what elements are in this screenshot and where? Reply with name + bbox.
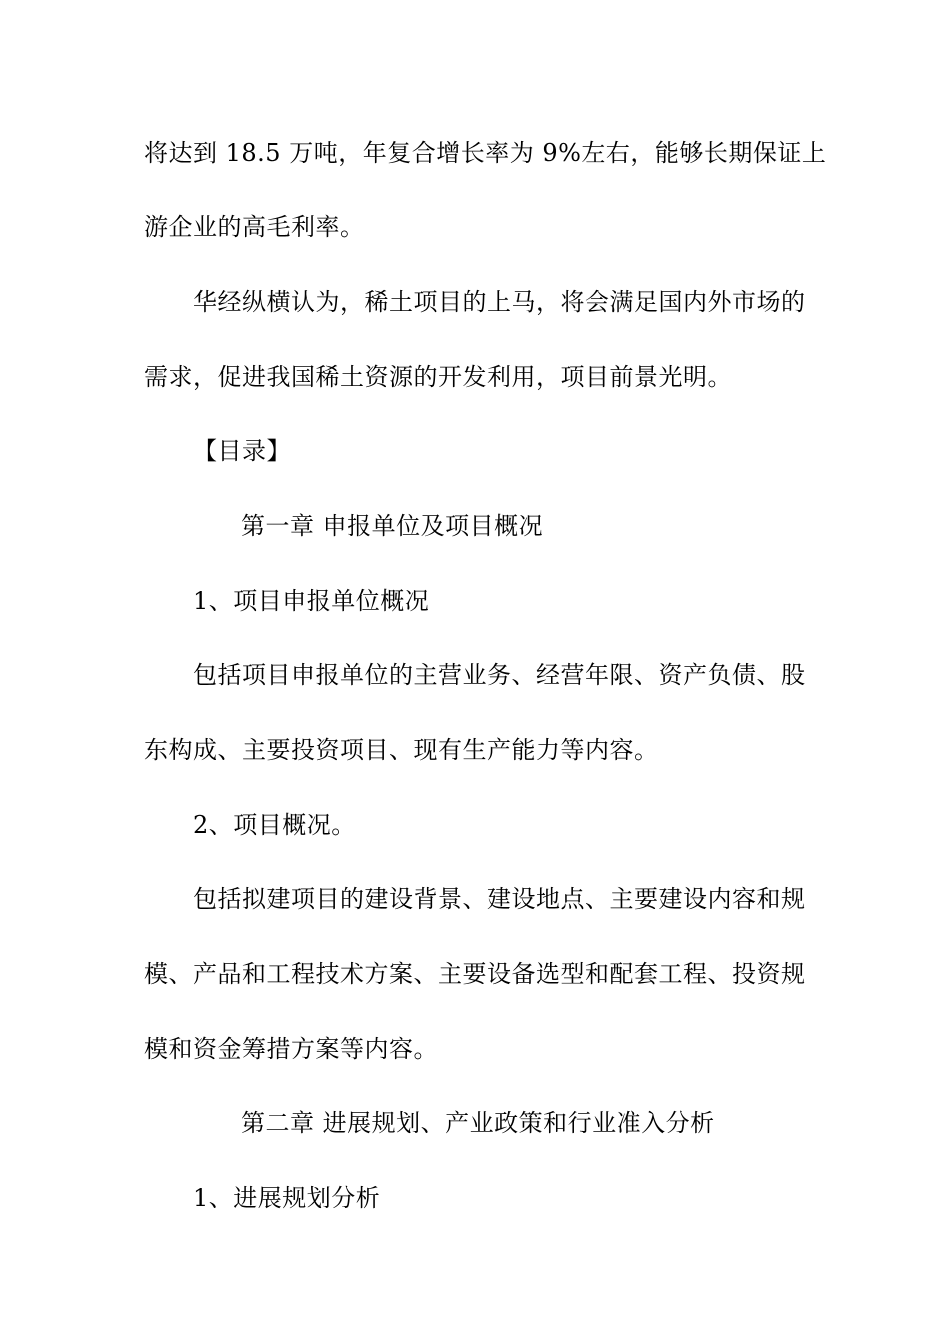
paragraph-line: 游企业的高毛利率。 xyxy=(144,213,365,241)
chapter-heading: 第二章 进展规划、产业政策和行业准入分析 xyxy=(241,1109,715,1137)
paragraph-line: 东构成、主要投资项目、现有生产能力等内容。 xyxy=(144,736,659,764)
paragraph-line: 需求，促进我国稀土资源的开发利用，项目前景光明。 xyxy=(144,363,732,391)
paragraph-line: 华经纵横认为，稀土项目的上马，将会满足国内外市场的 xyxy=(193,288,806,316)
toc-heading: 【目录】 xyxy=(193,437,291,465)
paragraph-line: 将达到 18.5 万吨，年复合增长率为 9%左右，能够长期保证上 xyxy=(144,139,827,167)
chapter-heading: 第一章 申报单位及项目概况 xyxy=(241,512,544,540)
section-heading: 1、项目申报单位概况 xyxy=(193,587,430,615)
paragraph-line: 包括项目申报单位的主营业务、经营年限、资产负债、股 xyxy=(193,661,806,689)
paragraph-line: 包括拟建项目的建设背景、建设地点、主要建设内容和规 xyxy=(193,885,806,913)
section-heading: 2、项目概况。 xyxy=(193,811,356,839)
section-heading: 1、进展规划分析 xyxy=(193,1184,381,1212)
paragraph-line: 模、产品和工程技术方案、主要设备选型和配套工程、投资规 xyxy=(144,960,806,988)
paragraph-line: 模和资金筹措方案等内容。 xyxy=(144,1035,438,1063)
